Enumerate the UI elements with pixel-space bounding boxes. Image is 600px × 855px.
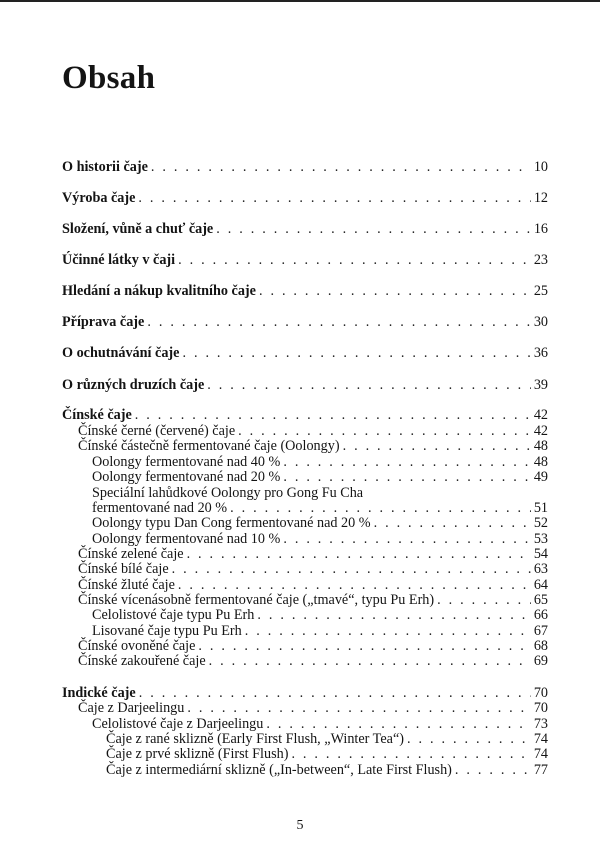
toc-entry-title: Čínské černé (červené) čaje [78, 423, 236, 439]
toc-dot-leader [407, 732, 531, 747]
toc-dot-leader [135, 408, 531, 423]
toc-entry-page: 70 [533, 700, 548, 716]
toc-entry-page: 12 [533, 190, 548, 206]
toc-entry-title: Oolongy fermentované nad 10 % [92, 531, 281, 547]
toc-dot-leader [138, 191, 530, 206]
toc-entry-title: Účinné látky v čaji [62, 252, 176, 268]
toc-entry-title: Čaje z Darjeelingu [78, 700, 185, 716]
toc-entry-page: 10 [533, 159, 548, 175]
toc-entry-title: Složení, vůně a chuť čaje [62, 221, 214, 237]
toc-dot-leader [178, 578, 531, 593]
toc-entry-page: 52 [533, 515, 548, 531]
toc-subentry [62, 470, 548, 485]
toc-entry-title: Čínské zelené čaje [78, 546, 184, 562]
toc-entry-title: O historii čaje [62, 159, 148, 175]
toc-chapter-entry [62, 408, 548, 423]
toc-entry-page: 77 [533, 762, 548, 778]
toc-entry-title: Čínské částečně fermentované čaje (Oolongy) [78, 438, 340, 454]
toc-dot-leader [207, 378, 531, 393]
toc-entry-page: 73 [533, 716, 548, 732]
toc-entry-title: O různých druzích čaje [62, 377, 205, 393]
toc-dot-leader [455, 763, 531, 778]
toc-entry-title: Indické čaje [62, 685, 136, 701]
toc-chapter-entry [62, 191, 548, 206]
toc-entry-page: 51 [533, 500, 548, 516]
toc-dot-leader [198, 639, 530, 654]
toc-dot-leader [283, 455, 530, 470]
toc-dot-leader [291, 747, 530, 762]
toc-chapter-entry [62, 315, 548, 330]
toc-entry-page: 63 [533, 561, 548, 577]
toc-entry-page: 36 [533, 345, 548, 361]
toc-entry-title: Čaje z intermediární sklizně („In-between“, Late First Flush) [106, 762, 452, 778]
toc-entry-title: Oolongy fermentované nad 20 % [92, 469, 281, 485]
toc-dot-leader [259, 284, 531, 299]
top-border-line [0, 0, 600, 2]
toc-entry-title: Výroba čaje [62, 190, 136, 206]
toc-dot-leader [139, 686, 531, 701]
toc-entry-title: Celolistové čaje z Darjeelingu [92, 716, 264, 732]
toc-entry-title: Čínské bílé čaje [78, 561, 169, 577]
toc-entry-title: Lisované čaje typu Pu Erh [92, 623, 242, 639]
page-number: 5 [296, 818, 304, 833]
toc-dot-leader [266, 717, 530, 732]
toc-subentry [62, 747, 548, 762]
toc-subentry [62, 763, 548, 778]
toc-subentry [62, 578, 548, 593]
toc-chapter-entry [62, 346, 548, 361]
toc-dot-leader [238, 424, 531, 439]
toc-chapter-entry [62, 378, 548, 393]
toc-entry-title: Oolongy typu Dan Cong fermentované nad 20 % [92, 515, 371, 531]
toc-entry-title: fermentované nad 20 % [92, 500, 228, 516]
toc-entry-page: 74 [533, 731, 548, 747]
toc-entry-page: 53 [533, 531, 548, 547]
toc-subentry [62, 547, 548, 562]
toc-entry-title: Čínské čaje [62, 407, 132, 423]
toc-chapter-entry [62, 284, 548, 299]
toc-dot-leader [187, 701, 530, 716]
toc-subentry [62, 593, 548, 608]
toc-subentry [62, 516, 548, 531]
toc-subentry [62, 608, 548, 623]
toc-dot-leader [245, 624, 531, 639]
toc-subentry [62, 701, 548, 716]
toc-dot-leader [283, 470, 530, 485]
toc-subentry [62, 639, 548, 654]
toc-dot-leader [343, 439, 531, 454]
toc-subentry [62, 732, 548, 747]
toc-dot-leader [230, 501, 531, 516]
toc-subentry [62, 424, 548, 439]
toc-dot-leader [182, 346, 530, 361]
toc-entry-title: Hledání a nákup kvalitního čaje [62, 283, 256, 299]
toc-subentry [62, 654, 548, 669]
toc-dot-leader [374, 516, 531, 531]
toc-entry-title: Oolongy fermentované nad 40 % [92, 454, 281, 470]
toc-entry-page: 67 [533, 623, 548, 639]
toc-dot-leader [172, 562, 531, 577]
toc-entry-page: 74 [533, 746, 548, 762]
toc-subentry [62, 624, 548, 639]
toc-entry-page: 30 [533, 314, 548, 330]
page-title: Obsah [62, 60, 156, 96]
toc-chapter-entry [62, 686, 548, 701]
toc-dot-leader [178, 253, 531, 268]
toc-subentry [62, 501, 548, 516]
toc-dot-leader [216, 222, 531, 237]
toc-entry-page: 48 [533, 438, 548, 454]
toc-dot-leader [209, 654, 531, 669]
toc-dot-leader [187, 547, 531, 562]
toc-entry-page: 49 [533, 469, 548, 485]
toc-dot-leader [437, 593, 531, 608]
toc-entry-page: 64 [533, 577, 548, 593]
toc-entry-page: 54 [533, 546, 548, 562]
toc-entry-title: Speciální lahůdkové Oolongy pro Gong Fu Cha [92, 485, 364, 501]
toc-entry-title: Čínské zakouřené čaje [78, 653, 206, 669]
toc-entry-title: O ochutnávání čaje [62, 345, 180, 361]
toc-dot-leader [283, 532, 530, 547]
toc-entry-title: Celolistové čaje typu Pu Erh [92, 607, 255, 623]
toc-entry-title: Čínské vícenásobně fermentované čaje („tmavé“, typu Pu Erh) [78, 592, 435, 608]
toc-entry-page: 16 [533, 221, 548, 237]
toc-entry-page: 48 [533, 454, 548, 470]
toc-subentry [62, 455, 548, 470]
toc-entry-title: Příprava čaje [62, 314, 145, 330]
toc-entry-page: 65 [533, 592, 548, 608]
toc-subentry [62, 562, 548, 577]
toc-dot-leader [151, 160, 531, 175]
toc-subentry [62, 486, 548, 501]
toc-dot-leader [257, 608, 530, 623]
toc-chapter-entry [62, 253, 548, 268]
toc-entry-title: Čaje z prvé sklizně (First Flush) [106, 746, 289, 762]
toc-entry-title: Čaje z rané sklizně (Early First Flush, „Winter Tea“) [106, 731, 404, 747]
toc-entry-page: 42 [533, 407, 548, 423]
toc-entry-page: 70 [533, 685, 548, 701]
toc-entry-page: 23 [533, 252, 548, 268]
toc-entry-title: Čínské žluté čaje [78, 577, 175, 593]
toc-dot-leader [147, 315, 530, 330]
toc-entry-title: Čínské ovoněné čaje [78, 638, 196, 654]
toc-subentry [62, 717, 548, 732]
toc-entry-page: 66 [533, 607, 548, 623]
toc-entry-page: 39 [533, 377, 548, 393]
toc-subentry [62, 439, 548, 454]
toc-chapter-entry [62, 160, 548, 175]
toc-entry-page: 68 [533, 638, 548, 654]
toc-subentry [62, 532, 548, 547]
toc-entry-page: 25 [533, 283, 548, 299]
toc-entry-page: 69 [533, 653, 548, 669]
toc-chapter-entry [62, 222, 548, 237]
toc-entry-page: 42 [533, 423, 548, 439]
